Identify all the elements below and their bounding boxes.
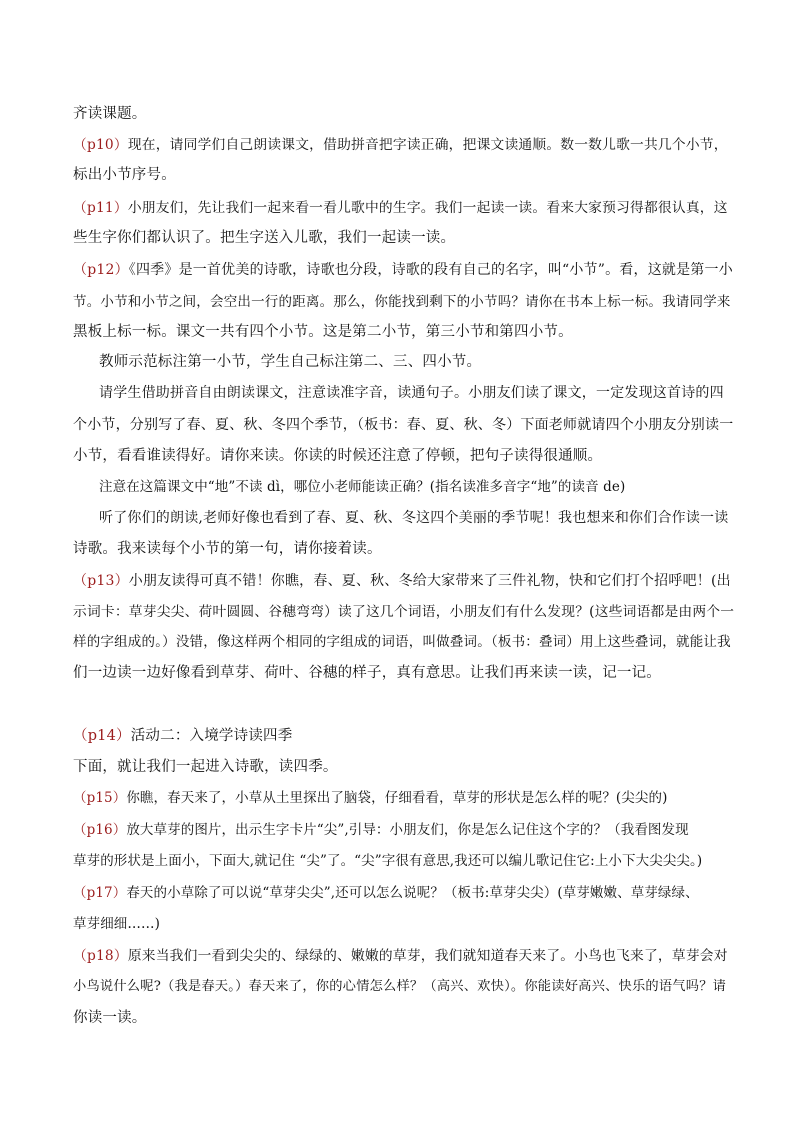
text-line xyxy=(73,946,728,966)
line-text: 小节，看看谁读得好。请你来读。你读的时候还注意了停顿，把句子读得很通顺。 xyxy=(73,448,603,464)
line-text: 《四季》是一首优美的诗歌，诗歌也分段，诗歌的段有自己的名字，叫“小节”。看，这就是第一小 xyxy=(128,262,733,278)
text-line xyxy=(73,571,731,591)
line-text: 诗歌。我来读每个小节的第一句，请你接着读。 xyxy=(73,541,382,557)
line-text: 些生字你们都认识了。把生字送入儿歌，我们一起读一读。 xyxy=(73,230,456,246)
line-text: 你读一读。 xyxy=(73,1010,147,1026)
page-marker: （p16） xyxy=(73,822,127,838)
text-line xyxy=(73,914,160,934)
line-text: 听了你们的朗读,老师好像也看到了春、夏、秋、冬这四个美丽的季节呢！我也想来和你们合作读一读 xyxy=(99,510,729,526)
line-text: 示词卡：草芽尖尖、荷叶圆圆、谷穗弯弯）读了这几个词语，小朋友们有什么发现？(这些词语都是由两个一 xyxy=(73,604,735,620)
text-line xyxy=(73,228,455,248)
page-marker: （p17） xyxy=(73,885,127,901)
text-line xyxy=(99,477,625,497)
text-line xyxy=(73,883,699,903)
line-text: 请学生借助拼音自由朗读课文，注意读准字音，读通句子。小朋友们读了课文，一定发现这首诗的四 xyxy=(99,385,724,401)
text-line xyxy=(73,788,667,808)
page-marker: （p10） xyxy=(73,137,128,153)
text-line xyxy=(73,165,176,185)
line-text: 草芽的形状是上面小，下面大,就记住 “尖”了。“尖”字很有意思,我还可以编儿歌记住它:上小下大尖尖尖。) xyxy=(73,853,703,869)
text-line xyxy=(73,446,602,466)
page-marker: （p15） xyxy=(73,790,127,806)
line-text: 齐读课题。 xyxy=(73,106,147,122)
text-line xyxy=(73,198,728,218)
line-text: 标出小节序号。 xyxy=(73,167,176,183)
text-line xyxy=(73,602,734,622)
line-text: 小鸟说什么呢?（我是春天。）春天来了，你的心情怎么样？（高兴、欢快）。你能读好高兴、快乐的语气吗？请 xyxy=(73,979,727,994)
line-text: 春天的小草除了可以说“草芽尖尖”,还可以怎么说呢？（板书:草芽尖尖）(草芽嫩嫩、草芽绿绿、 xyxy=(126,885,699,901)
line-text: 小朋友读得可真不错！你瞧，春、夏、秋、冬给大家带来了三件礼物，快和它们打个招呼吧！(出 xyxy=(128,573,731,589)
text-line xyxy=(73,539,382,559)
text-line xyxy=(73,322,573,342)
text-line xyxy=(73,757,338,777)
text-line xyxy=(73,632,731,652)
text-line xyxy=(73,135,728,155)
line-text: 节。小节和小节之间，会空出一行的距离。那么，你能找到剩下的小节吗？请你在书本上标一标。我请同学来 xyxy=(73,294,731,310)
text-line xyxy=(73,1008,147,1028)
line-text: 们一边读一边好像看到草芽、荷叶、谷穗的样子，真有意思。让我们再来读一读，记一记。 xyxy=(73,665,661,681)
page-marker: （p11） xyxy=(73,200,128,216)
text-line xyxy=(73,726,292,746)
text-line xyxy=(73,104,147,124)
text-line xyxy=(73,977,726,997)
line-text: 样的字组成的。）没错，像这样两个相同的字组成的词语，叫做叠词。（板书：叠词）用上这些叠词，就能让我 xyxy=(73,634,731,650)
line-text: 原来当我们一看到尖尖的、绿绿的、嫩嫩的草芽，我们就知道春天来了。小鸟也飞来了，草芽会对 xyxy=(127,948,728,964)
text-line xyxy=(73,260,733,280)
text-line xyxy=(99,508,728,528)
text-line xyxy=(99,352,481,372)
line-text: 现在，请同学们自己朗读课文，借助拼音把字读正确，把课文读通顺。数一数儿歌一共几个小节， xyxy=(127,137,728,153)
text-line xyxy=(73,851,702,871)
text-line xyxy=(73,663,661,683)
line-text: 放大草芽的图片，出示生字卡片“尖”,引导：小朋友们，你是怎么记住这个字的？（我看图发现 xyxy=(126,822,689,838)
line-text: 草芽细细……) xyxy=(73,916,160,932)
text-line xyxy=(73,820,689,840)
page-marker: （p13） xyxy=(73,573,129,589)
page-marker: （p14） xyxy=(73,728,131,744)
line-text: 活动二：入境学诗读四季 xyxy=(130,728,293,744)
line-text: 你瞧，春天来了，小草从土里探出了脑袋，仔细看看，草芽的形状是怎么样的呢？(尖尖的) xyxy=(126,790,668,806)
line-text: 小朋友们，先让我们一起来看一看儿歌中的生字。我们一起读一读。看来大家预习得都很认真，这 xyxy=(127,200,728,216)
text-line xyxy=(73,415,733,435)
page-marker: （p12） xyxy=(73,262,129,278)
line-text: 教师示范标注第一小节，学生自己标注第二、三、四小节。 xyxy=(99,354,482,370)
page-marker: （p18） xyxy=(73,948,128,964)
text-line xyxy=(73,292,731,312)
line-text: 注意在这篇课文中“地”不读 dì，哪位小老师能读正确？(指名读准多音字“地”的读音 de) xyxy=(99,479,626,495)
line-text: 下面，就让我们一起进入诗歌，读四季。 xyxy=(73,759,338,775)
text-line xyxy=(99,383,724,403)
line-text: 个小节，分别写了春、夏、秋、冬四个季节，（板书：春、夏、秋、冬）下面老师就请四个小朋友分别读一 xyxy=(73,417,734,433)
line-text: 黑板上标一标。课文一共有四个小节。这是第二小节，第三小节和第四小节。 xyxy=(73,324,573,340)
